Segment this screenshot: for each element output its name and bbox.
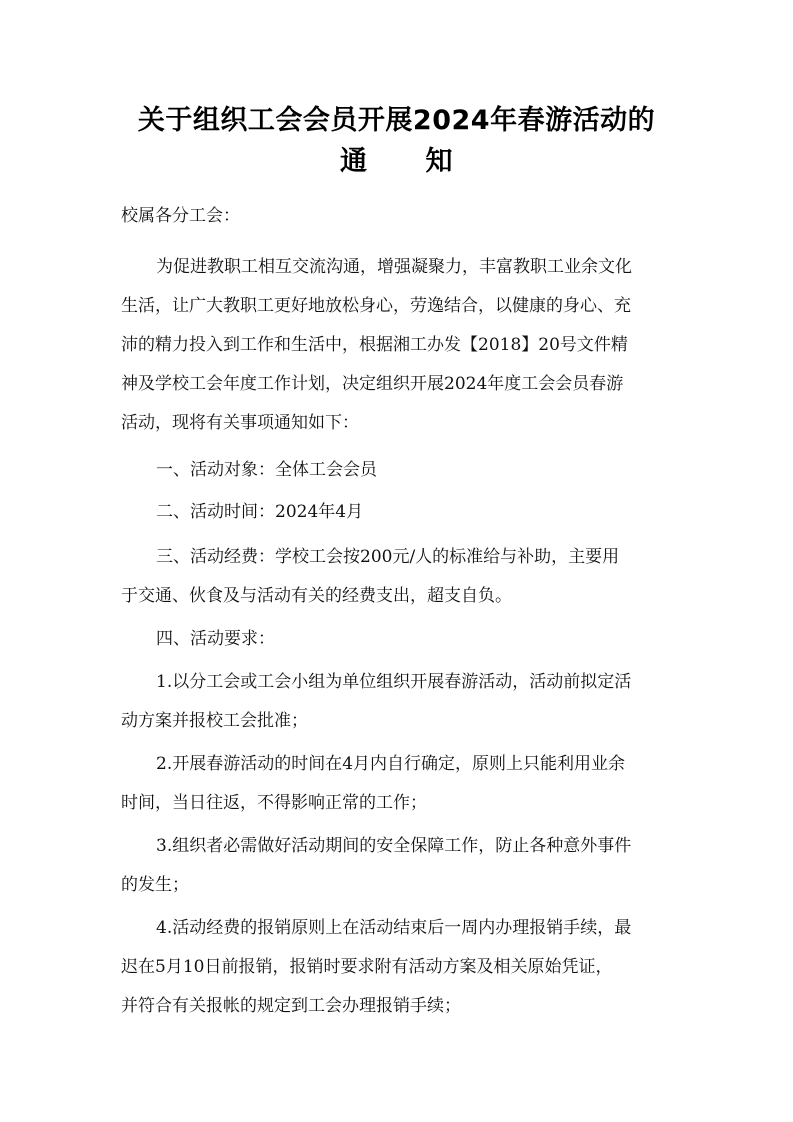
paragraph-1-line-3: 沛的精力投入到工作和生活中，根据湘工办发【2018】20号文件精 [121,335,628,355]
paragraph-1-line-5: 活动，现将有关事项通知如下： [121,413,359,433]
requirement-1-line-1: 1.以分工会或工会小组为单位组织开展春游活动，活动前拟定活 [156,672,632,692]
requirement-4-line-3: 并符合有关报帐的规定到工会办理报销手续； [121,996,461,1016]
requirement-3-line-1: 3.组织者必需做好活动期间的安全保障工作，防止各种意外事件 [156,836,632,856]
paragraph-1-line-2: 生活，让广大教职工更好地放松身心，劳逸结合，以健康的身心、充 [121,296,631,316]
requirement-3-line-2: 的发生； [121,875,189,895]
salutation: 校属各分工会： [121,206,240,226]
requirement-4-line-2: 迟在5月10日前报销，报销时要求附有活动方案及相关原始凭证， [121,957,613,977]
title-char-1: 通 [340,146,368,177]
paragraph-1-line-1: 为促进教职工相互交流沟通，增强凝聚力，丰富教职工业余文化 [156,257,632,277]
requirement-2-line-2: 时间，当日往返，不得影响正常的工作； [121,793,427,813]
item-funding-line-1: 三、活动经费：学校工会按200元/人的标准给与补助，主要用 [156,547,620,567]
requirement-4-line-1: 4.活动经费的报销原则上在活动结束后一周内办理报销手续，最 [156,918,632,938]
document-title-line-2 [90,139,703,178]
item-time: 二、活动时间：2024年4月 [156,502,364,522]
requirement-2-line-1: 2.开展春游活动的时间在4月内自行确定，原则上只能利用业余 [156,754,626,774]
requirement-1-line-2: 动方案并报校工会批准； [121,711,308,731]
document-title-line-1: 关于组织工会会员开展2024年春游活动的 [137,105,656,136]
item-funding-line-2: 于交通、伙食及与活动有关的经费支出，超支自负。 [121,586,512,606]
title-char-2: 知 [425,146,453,177]
item-requirements: 四、活动要求： [156,629,275,649]
item-target: 一、活动对象：全体工会会员 [156,460,377,480]
paragraph-1-line-4: 神及学校工会年度工作计划，决定组织开展2024年度工会会员春游 [121,374,624,394]
